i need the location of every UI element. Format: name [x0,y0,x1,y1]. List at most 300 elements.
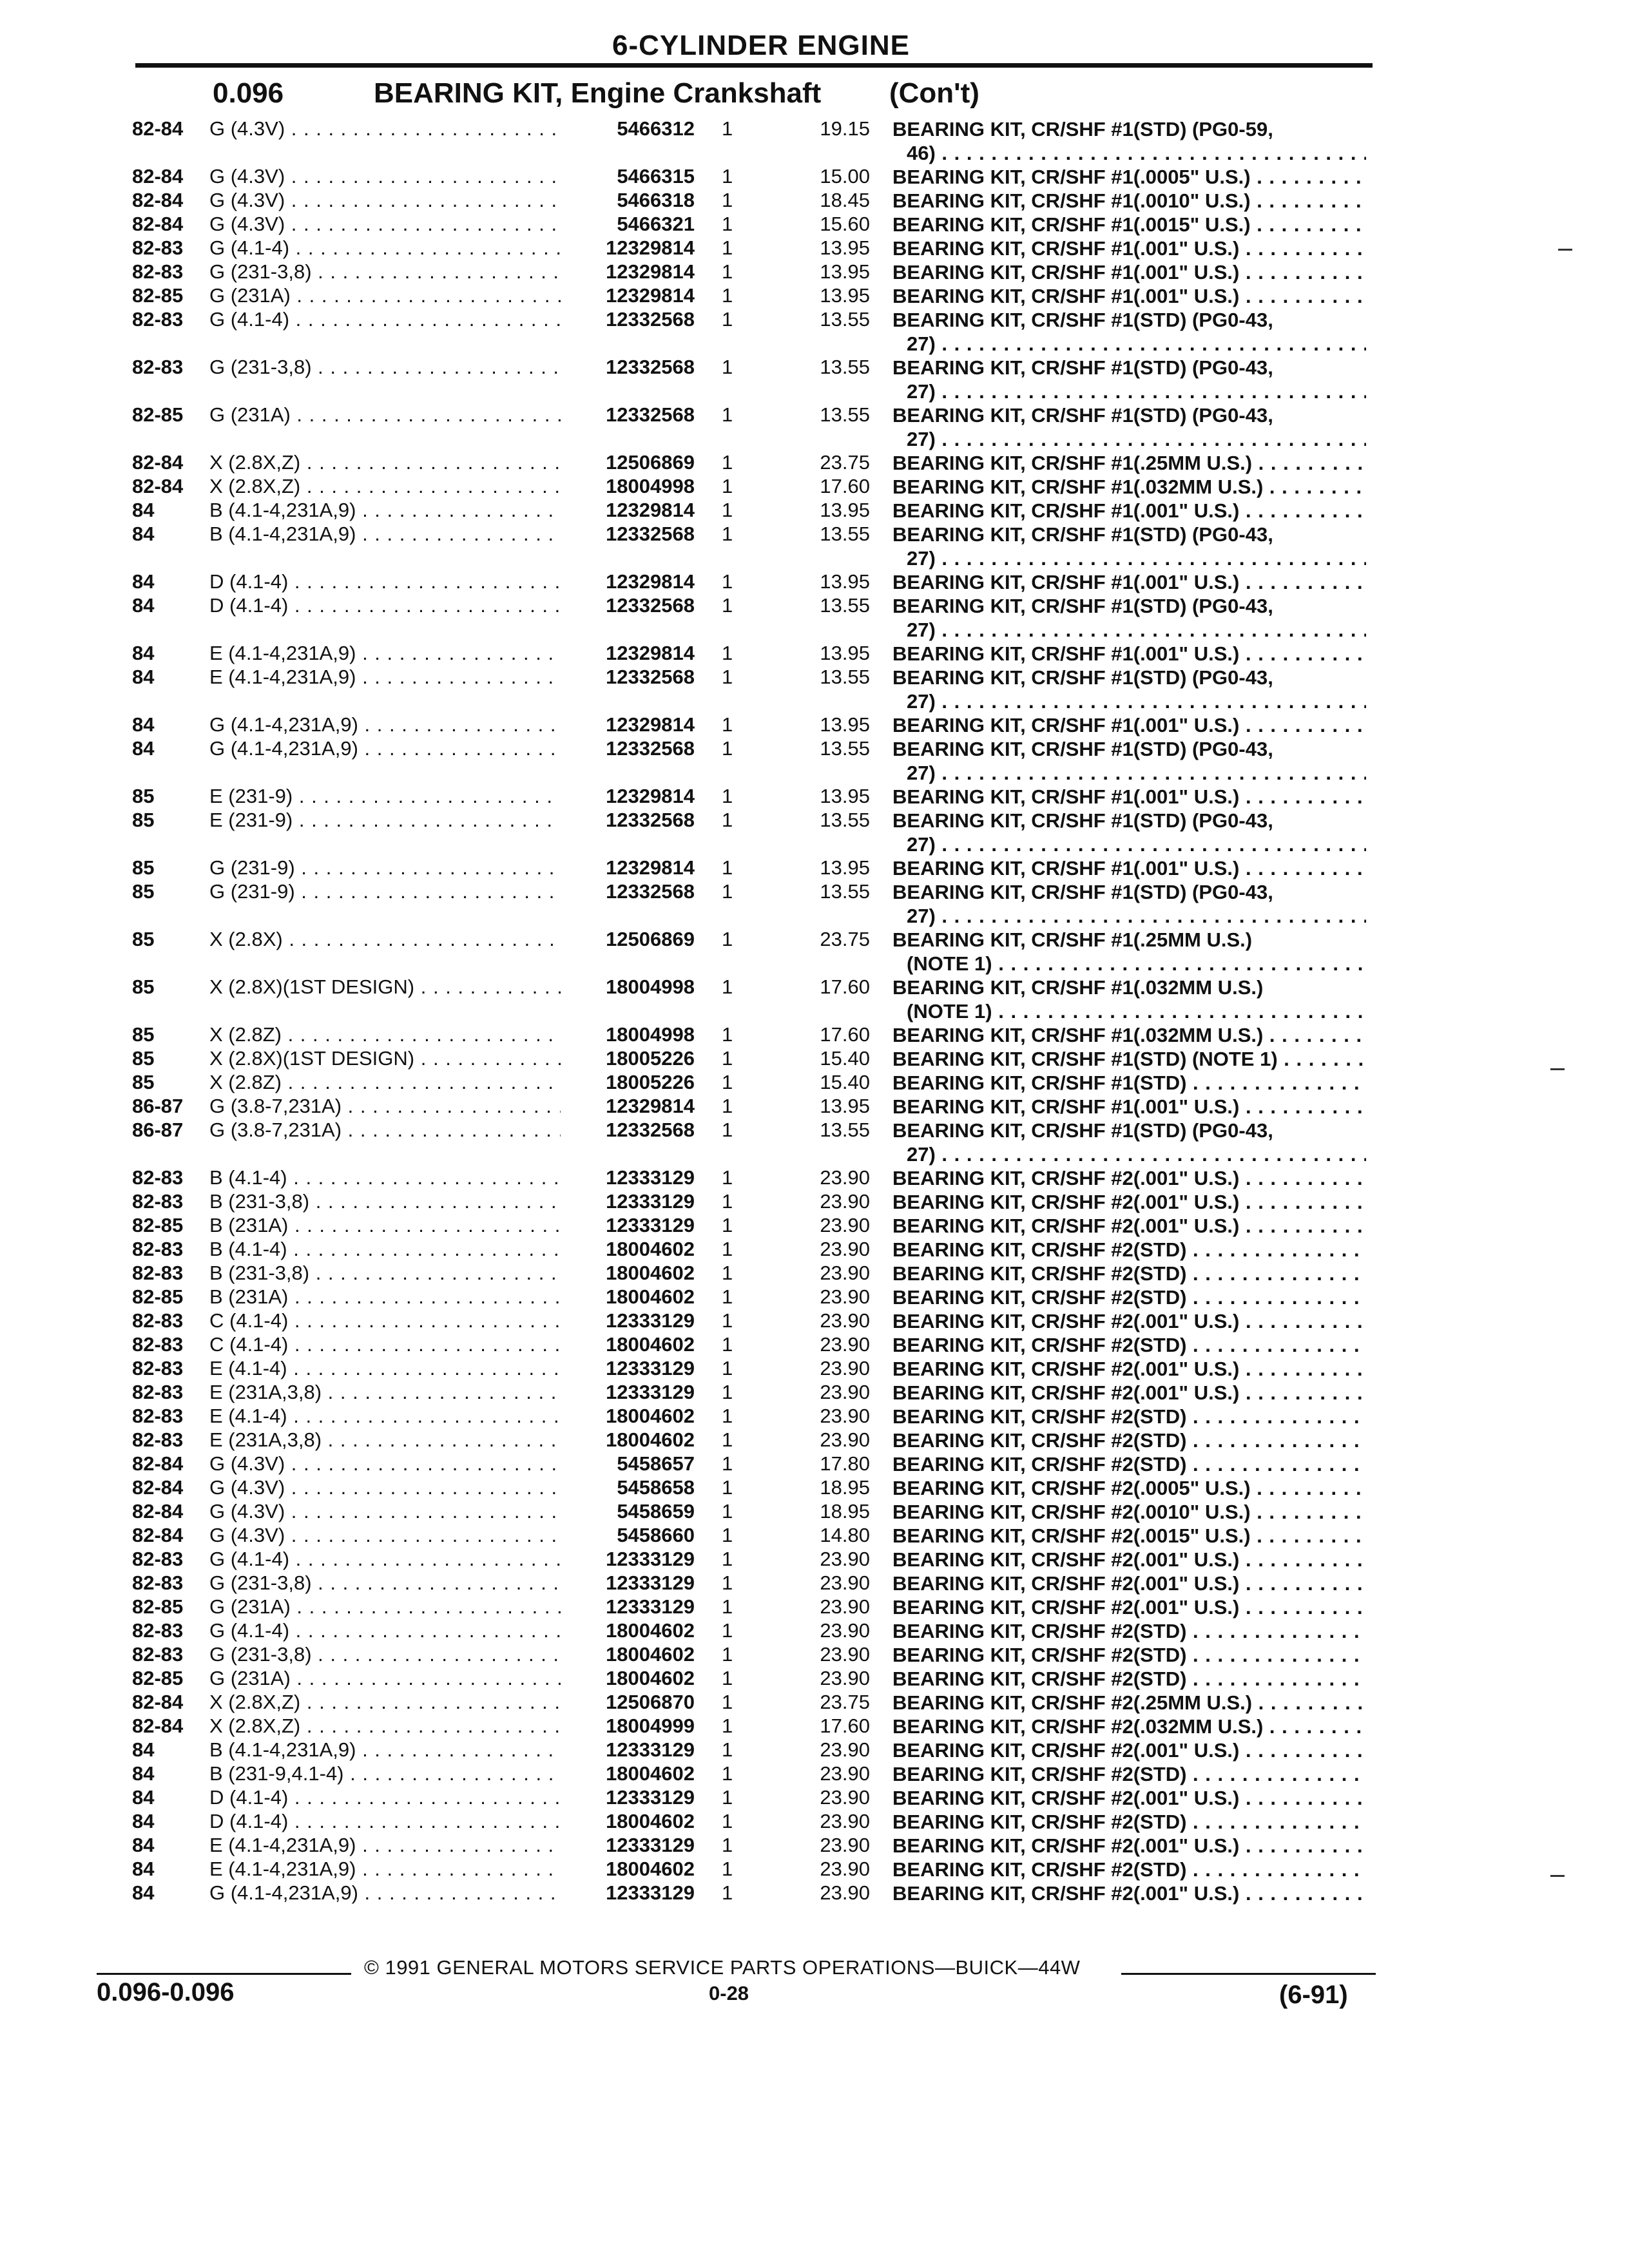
parts-row [0,1548,1629,1571]
parts-row [0,1309,1629,1333]
description-continuation: 27) . . . [892,332,1366,356]
price: 17.80 [820,1452,870,1475]
model-year: 82-83 [132,1333,184,1356]
quantity: 1 [722,1571,733,1594]
part-description [892,1643,1366,1667]
model-year: 82-84 [132,1691,184,1713]
part-description [892,523,1366,570]
part-description [892,260,1366,284]
part-description [892,1285,1366,1309]
parts-row [0,523,1629,570]
part-number: 5466321 [617,213,695,235]
part-description [892,165,1366,189]
model-year: 82-83 [132,1405,184,1427]
quantity: 1 [722,1190,733,1213]
description-continuation: 27) . . . [892,380,1366,403]
part-number: 12333129 [606,1834,695,1856]
quantity: 1 [722,809,733,831]
parts-row [0,1023,1629,1047]
description-continuation: 27) . . . [892,904,1366,928]
model-application: X (2.8X,Z) . . . [209,1691,561,1714]
model-year: 85 [132,1047,155,1070]
description-line: BEARING KIT, CR/SHF #1(.001" U.S.) . . . [892,642,1366,666]
model-year: 85 [132,1023,155,1046]
model-application: E (4.1-4) . . . [209,1405,561,1428]
description-line: BEARING KIT, CR/SHF #1(.0015" U.S.) . . . [892,213,1366,236]
part-number: 12332568 [606,666,695,688]
model-application: G (4.1-4,231A,9) . . . [209,1881,561,1905]
price: 13.95 [820,499,870,521]
part-number: 12333129 [606,1190,695,1213]
model-application: G (4.3V) . . . [209,1476,561,1499]
model-application: E (231A,3,8) . . . [209,1381,561,1404]
part-description [892,737,1366,785]
model-application: G (3.8-7,231A) . . . [209,1119,561,1142]
part-number: 12333129 [606,1595,695,1618]
part-number: 12333129 [606,1214,695,1236]
price: 13.55 [820,737,870,760]
model-application: X (2.8X,Z) . . . [209,475,561,498]
parts-row [0,1810,1629,1834]
model-application: G (4.3V) . . . [209,165,561,188]
description-line: BEARING KIT, CR/SHF #2(.001" U.S.) . . . [892,1738,1366,1762]
price: 23.90 [820,1571,870,1594]
description-line: BEARING KIT, CR/SHF #1(.0010" U.S.) . . . [892,189,1366,213]
model-year: 85 [132,880,155,903]
parts-row [0,1786,1629,1810]
model-year: 85 [132,785,155,807]
quantity: 1 [722,236,733,259]
quantity: 1 [722,1476,733,1499]
quantity: 1 [722,928,733,950]
model-application: B (4.1-4,231A,9) . . . [209,1738,561,1762]
margin-mark [1550,1875,1565,1877]
description-line: BEARING KIT, CR/SHF #2(.001" U.S.) . . . [892,1214,1366,1238]
part-description [892,499,1366,523]
part-number: 12506869 [606,928,695,950]
part-number: 18004602 [606,1667,695,1689]
description-line: BEARING KIT, CR/SHF #2(.0015" U.S.) . . . [892,1524,1366,1548]
part-number: 18004602 [606,1619,695,1642]
footer-section-range: 0.096-0.096 [97,1978,235,2006]
parts-row [0,1214,1629,1238]
description-line: BEARING KIT, CR/SHF #1(STD) (PG0-43, [892,738,1273,760]
parts-row [0,165,1629,189]
price: 23.90 [820,1190,870,1213]
part-number: 12329814 [606,260,695,283]
part-description [892,1715,1366,1738]
description-continuation: 46) . . . [892,141,1366,165]
part-number: 18004998 [606,1023,695,1046]
part-description [892,1691,1366,1715]
part-number: 12329814 [606,785,695,807]
parts-row [0,1595,1629,1619]
model-application: G (231-3,8) . . . [209,1571,561,1595]
model-application: D (4.1-4) . . . [209,1786,561,1809]
part-description [892,1166,1366,1190]
description-line: BEARING KIT, CR/SHF #1(.25MM U.S.) . . . [892,451,1366,475]
quantity: 1 [722,1381,733,1403]
part-description [892,1762,1366,1786]
model-year: 82-83 [132,1381,184,1403]
price: 13.95 [820,856,870,879]
price: 13.95 [820,236,870,259]
parts-row [0,236,1629,260]
quantity: 1 [722,594,733,617]
model-application: E (231-9) . . . [209,809,561,832]
parts-row [0,713,1629,737]
parts-row [0,1715,1629,1738]
model-year: 84 [132,713,155,736]
description-line: BEARING KIT, CR/SHF #1(STD) (PG0-43, [892,523,1273,546]
parts-row [0,1571,1629,1595]
part-number: 12333129 [606,1786,695,1809]
part-description [892,1810,1366,1834]
part-description [892,1262,1366,1285]
model-application: E (231-9) . . . [209,785,561,808]
footer-page-number: 0-28 [709,1982,749,2004]
parts-row [0,403,1629,451]
part-description [892,1881,1366,1905]
parts-row [0,1333,1629,1357]
model-year: 85 [132,975,155,998]
price: 13.95 [820,642,870,664]
price: 18.45 [820,189,870,211]
part-description [892,1595,1366,1619]
description-line: BEARING KIT, CR/SHF #1(STD) (NOTE 1) . . . [892,1047,1366,1071]
model-year: 84 [132,594,155,617]
part-number: 18005226 [606,1071,695,1093]
parts-row [0,928,1629,975]
price: 14.80 [820,1524,870,1546]
description-continuation: (NOTE 1) . . . [892,952,1366,975]
quantity: 1 [722,1166,733,1189]
price: 13.55 [820,523,870,545]
top-rule [135,63,1373,68]
description-line: BEARING KIT, CR/SHF #1(.032MM U.S.) . . . [892,475,1366,499]
parts-row [0,737,1629,785]
part-description [892,1524,1366,1548]
description-line: BEARING KIT, CR/SHF #2(STD) . . . [892,1333,1366,1357]
price: 13.95 [820,1095,870,1117]
model-application: B (231A) . . . [209,1214,561,1237]
parts-list [0,117,1629,1905]
parts-row [0,1762,1629,1786]
quantity: 1 [722,1595,733,1618]
part-description [892,785,1366,809]
price: 23.75 [820,451,870,474]
model-application: G (231-3,8) . . . [209,356,561,379]
part-number: 12332568 [606,308,695,331]
price: 13.55 [820,356,870,378]
parts-row [0,213,1629,236]
part-number: 12332568 [606,356,695,378]
description-line: BEARING KIT, CR/SHF #1(.0005" U.S.) . . . [892,165,1366,189]
model-year: 85 [132,928,155,950]
description-line: BEARING KIT, CR/SHF #1(.001" U.S.) . . . [892,284,1366,308]
part-description [892,1214,1366,1238]
model-application: E (4.1-4,231A,9) . . . [209,642,561,665]
model-year: 82-83 [132,260,184,283]
parts-row [0,1405,1629,1428]
model-year: 82-84 [132,451,184,474]
copyright-notice: © 1991 GENERAL MOTORS SERVICE PARTS OPERATIONS—BUICK—44W [364,1956,1081,1979]
price: 23.90 [820,1881,870,1904]
part-number: 5458658 [617,1476,695,1499]
quantity: 1 [722,1095,733,1117]
quantity: 1 [722,1428,733,1451]
part-description [892,1047,1366,1071]
part-description [892,1619,1366,1643]
part-number: 12333129 [606,1548,695,1570]
part-description [892,1071,1366,1095]
part-number: 18004602 [606,1262,695,1284]
description-line: BEARING KIT, CR/SHF #1(STD) (PG0-43, [892,666,1273,689]
quantity: 1 [722,880,733,903]
model-year: 82-84 [132,117,184,140]
description-continuation: 27) . . . [892,761,1366,785]
model-application: G (231A) . . . [209,1595,561,1619]
part-number: 18004602 [606,1405,695,1427]
quantity: 1 [722,284,733,307]
part-description [892,594,1366,642]
part-number: 18005226 [606,1047,695,1070]
quantity: 1 [722,213,733,235]
part-number: 12329814 [606,284,695,307]
model-year: 82-83 [132,1262,184,1284]
part-description [892,856,1366,880]
part-description [892,1357,1366,1381]
parts-row [0,880,1629,928]
price: 17.60 [820,475,870,497]
price: 23.90 [820,1595,870,1618]
quantity: 1 [722,1238,733,1260]
model-year: 82-84 [132,189,184,211]
parts-row [0,1881,1629,1905]
parts-row [0,642,1629,666]
part-number: 5466318 [617,189,695,211]
price: 19.15 [820,117,870,140]
quantity: 1 [722,713,733,736]
price: 13.95 [820,570,870,593]
description-line: BEARING KIT, CR/SHF #2(.001" U.S.) . . . [892,1548,1366,1571]
parts-row [0,1428,1629,1452]
parts-row [0,1047,1629,1071]
description-line: BEARING KIT, CR/SHF #1(.001" U.S.) . . . [892,1095,1366,1119]
description-line: BEARING KIT, CR/SHF #1(.001" U.S.) . . . [892,236,1366,260]
description-line: BEARING KIT, CR/SHF #2(STD) . . . [892,1762,1366,1786]
description-line: BEARING KIT, CR/SHF #1(.032MM U.S.) . . . [892,1023,1366,1047]
part-description [892,1476,1366,1500]
part-number: 12333129 [606,1738,695,1761]
description-continuation: 27) . . . [892,618,1366,642]
model-application: B (4.1-4,231A,9) . . . [209,499,561,522]
description-line: BEARING KIT, CR/SHF #2(.001" U.S.) . . . [892,1571,1366,1595]
quantity: 1 [722,1333,733,1356]
price: 13.55 [820,666,870,688]
quantity: 1 [722,642,733,664]
quantity: 1 [722,570,733,593]
part-number: 5466315 [617,165,695,187]
part-description [892,213,1366,236]
part-number: 18004602 [606,1428,695,1451]
model-year: 84 [132,642,155,664]
price: 23.90 [820,1667,870,1689]
price: 13.95 [820,260,870,283]
quantity: 1 [722,1858,733,1880]
model-year: 84 [132,666,155,688]
description-line: BEARING KIT, CR/SHF #2(STD) . . . [892,1858,1366,1881]
part-description [892,1571,1366,1595]
model-application: G (231-3,8) . . . [209,1643,561,1666]
model-year: 82-84 [132,165,184,187]
part-number: 18004602 [606,1643,695,1666]
model-year: 82-85 [132,1214,184,1236]
part-description [892,1738,1366,1762]
model-application: G (231A) . . . [209,284,561,307]
model-year: 82-83 [132,1643,184,1666]
price: 23.90 [820,1285,870,1308]
price: 23.90 [820,1810,870,1832]
part-description [892,1548,1366,1571]
parts-row [0,260,1629,284]
parts-row [0,499,1629,523]
model-application: X (2.8Z) . . . [209,1071,561,1094]
quantity: 1 [722,1810,733,1832]
price: 23.90 [820,1238,870,1260]
quantity: 1 [722,499,733,521]
part-description [892,1452,1366,1476]
part-number: 12329814 [606,499,695,521]
part-number: 18004602 [606,1333,695,1356]
quantity: 1 [722,1715,733,1737]
price: 23.90 [820,1643,870,1666]
quantity: 1 [722,1762,733,1785]
part-description [892,189,1366,213]
parts-row [0,1119,1629,1166]
model-year: 84 [132,523,155,545]
parts-row [0,356,1629,403]
quantity: 1 [722,1047,733,1070]
parts-row [0,308,1629,356]
price: 17.60 [820,1715,870,1737]
part-description [892,451,1366,475]
price: 23.90 [820,1357,870,1379]
part-number: 18004998 [606,975,695,998]
description-line: BEARING KIT, CR/SHF #1(STD) (PG0-43, [892,809,1273,832]
model-year: 82-84 [132,475,184,497]
quantity: 1 [722,737,733,760]
model-year: 82-84 [132,1500,184,1523]
parts-row [0,785,1629,809]
model-year: 82-85 [132,1667,184,1689]
model-year: 82-85 [132,1285,184,1308]
description-line: BEARING KIT, CR/SHF #1(.001" U.S.) . . . [892,570,1366,594]
price: 23.75 [820,928,870,950]
price: 23.90 [820,1858,870,1880]
model-application: G (4.1-4) . . . [209,308,561,331]
model-year: 82-83 [132,1238,184,1260]
quantity: 1 [722,1691,733,1713]
price: 13.55 [820,403,870,426]
parts-row [0,117,1629,165]
parts-row [0,451,1629,475]
section-continued: (Con't) [889,77,979,109]
part-number: 5458660 [617,1524,695,1546]
parts-row [0,1452,1629,1476]
model-application: E (4.1-4) . . . [209,1357,561,1380]
description-line: BEARING KIT, CR/SHF #1(STD) (PG0-43, [892,595,1273,617]
part-description [892,1858,1366,1881]
quantity: 1 [722,1738,733,1761]
quantity: 1 [722,856,733,879]
model-application: X (2.8X,Z) . . . [209,1715,561,1738]
description-line: BEARING KIT, CR/SHF #1(.001" U.S.) . . . [892,260,1366,284]
quantity: 1 [722,165,733,187]
part-number: 18004602 [606,1762,695,1785]
quantity: 1 [722,117,733,140]
part-description [892,356,1366,403]
quantity: 1 [722,1285,733,1308]
model-application: B (4.1-4) . . . [209,1238,561,1261]
model-year: 82-85 [132,403,184,426]
part-description [892,570,1366,594]
model-year: 82-83 [132,1548,184,1570]
model-year: 82-83 [132,1166,184,1189]
price: 15.00 [820,165,870,187]
model-year: 82-84 [132,1715,184,1737]
description-line: BEARING KIT, CR/SHF #1(STD) (PG0-43, [892,309,1273,331]
model-application: G (4.3V) . . . [209,189,561,212]
description-line: BEARING KIT, CR/SHF #2(STD) . . . [892,1238,1366,1262]
description-line: BEARING KIT, CR/SHF #1(STD) (PG0-43, [892,404,1273,427]
model-application: E (4.1-4,231A,9) . . . [209,666,561,689]
description-line: BEARING KIT, CR/SHF #1(.001" U.S.) . . . [892,856,1366,880]
model-application: B (231A) . . . [209,1285,561,1309]
description-line: BEARING KIT, CR/SHF #1(.032MM U.S.) [892,976,1264,999]
model-application: G (231-3,8) . . . [209,260,561,284]
parts-row [0,189,1629,213]
price: 23.90 [820,1309,870,1332]
price: 23.90 [820,1333,870,1356]
price: 23.90 [820,1428,870,1451]
model-application: D (4.1-4) . . . [209,1810,561,1833]
model-year: 82-85 [132,284,184,307]
quantity: 1 [722,475,733,497]
price: 13.55 [820,809,870,831]
model-application: G (4.3V) . . . [209,1524,561,1547]
part-number: 12506869 [606,451,695,474]
description-line: BEARING KIT, CR/SHF #2(.001" U.S.) . . . [892,1786,1366,1810]
model-year: 84 [132,499,155,521]
price: 23.90 [820,1834,870,1856]
parts-row [0,1619,1629,1643]
part-number: 18004999 [606,1715,695,1737]
model-year: 84 [132,1810,155,1832]
model-year: 82-84 [132,213,184,235]
model-application: C (4.1-4) . . . [209,1333,561,1356]
part-number: 12333129 [606,1166,695,1189]
description-line: BEARING KIT, CR/SHF #2(.25MM U.S.) . . . [892,1691,1366,1715]
part-description [892,1023,1366,1047]
part-number: 18004998 [606,475,695,497]
part-number: 5466312 [617,117,695,140]
quantity: 1 [722,356,733,378]
quantity: 1 [722,1214,733,1236]
part-description [892,308,1366,356]
model-application: B (231-3,8) . . . [209,1262,561,1285]
part-description [892,236,1366,260]
